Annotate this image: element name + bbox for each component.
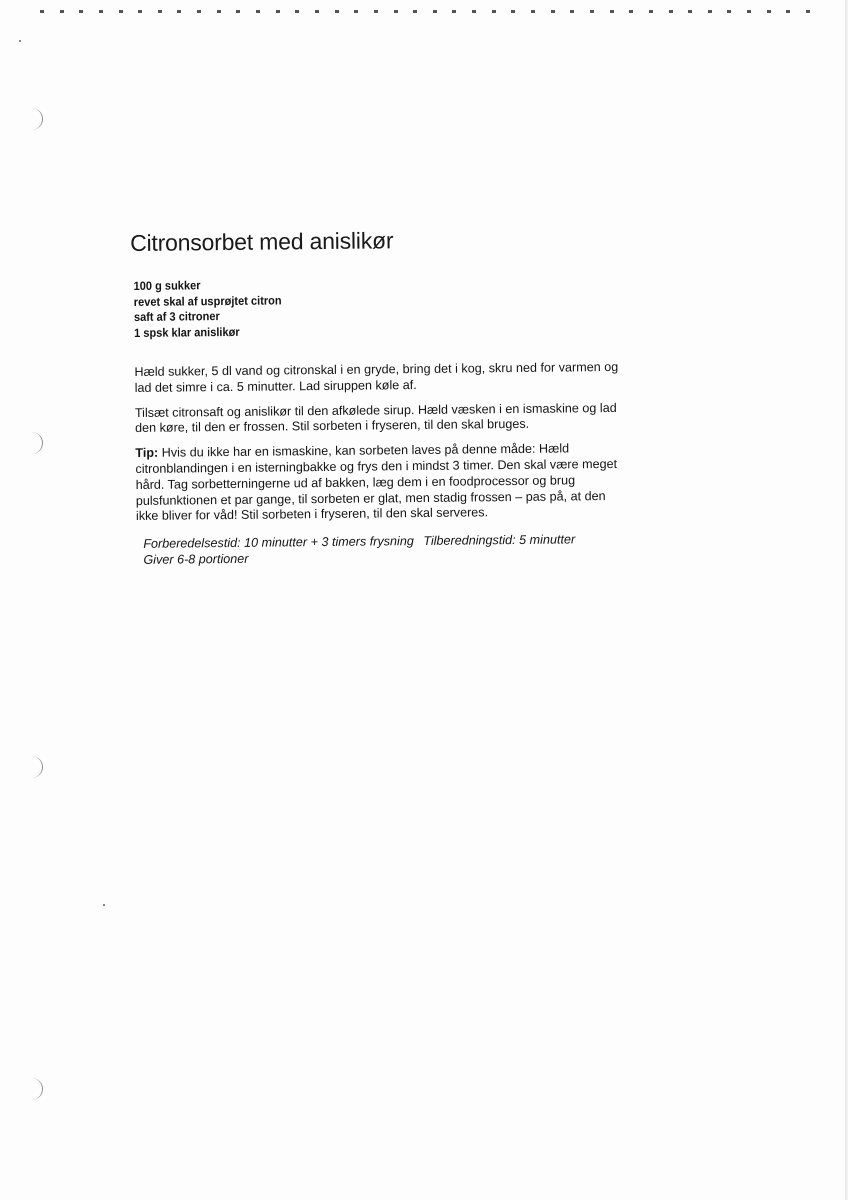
step-paragraph: Tilsæt citronsaft og anislikør til den afkølede sirup. Hæld væsken i en ismaskine og lad den køre, til den er frossen. Stil sorbeten i fryseren, til den skal bruges. [134,400,617,436]
servings: Giver 6-8 portioner [143,551,249,567]
binder-hole-mark [30,108,43,130]
ingredient-item: revet skal af usprøjtet citron [133,292,282,309]
ingredient-item: 100 g sukker [133,278,201,293]
tip-text: Hvis du ikke har en ismaskine, kan sorbeten laves på denne måde: Hæld citronblandingen i en isterningbakke og frys den i mindst 3 timer. Den skal være meget hård. Tag sorbetterningerne ud af bakken, læg dem i en foodprocessor og brug pulsfunktionen et par gange, til sorbeten er glat, men stadig frossen – pas på, at den ikke bliver for våd! Stil sorbeten i fryseren, til den skal serveres. [135,441,618,524]
tip-label: Tip: [135,445,159,461]
ingredient-item: saft af 3 citroner [133,309,220,324]
ingredient-item: 1 spsk klar anislikør [133,324,240,340]
cook-time: Tilberedningstid: 5 minutter [423,532,576,549]
recipe-meta [143,532,643,569]
tip-paragraph [135,441,626,525]
step-paragraph: Hæld sukker, 5 dl vand og citronskal i en gryde, bring det i kog, skru ned for varmen og lad det simre i ca. 5 minutter. Lad siruppen køle af. [134,359,619,395]
recipe [130,225,634,569]
prep-time: Forberedelsestid: 10 minutter + 3 timers frysning [143,534,414,552]
top-edge-marks [40,10,810,13]
binder-hole-mark [30,1078,43,1100]
recipe-title: Citronsorbet med anislikør [130,227,394,256]
ingredient-list [134,274,632,341]
binder-hole-mark [30,432,43,454]
binder-hole-mark [30,756,43,778]
scan-speck [19,40,21,42]
scan-speck [103,904,105,906]
